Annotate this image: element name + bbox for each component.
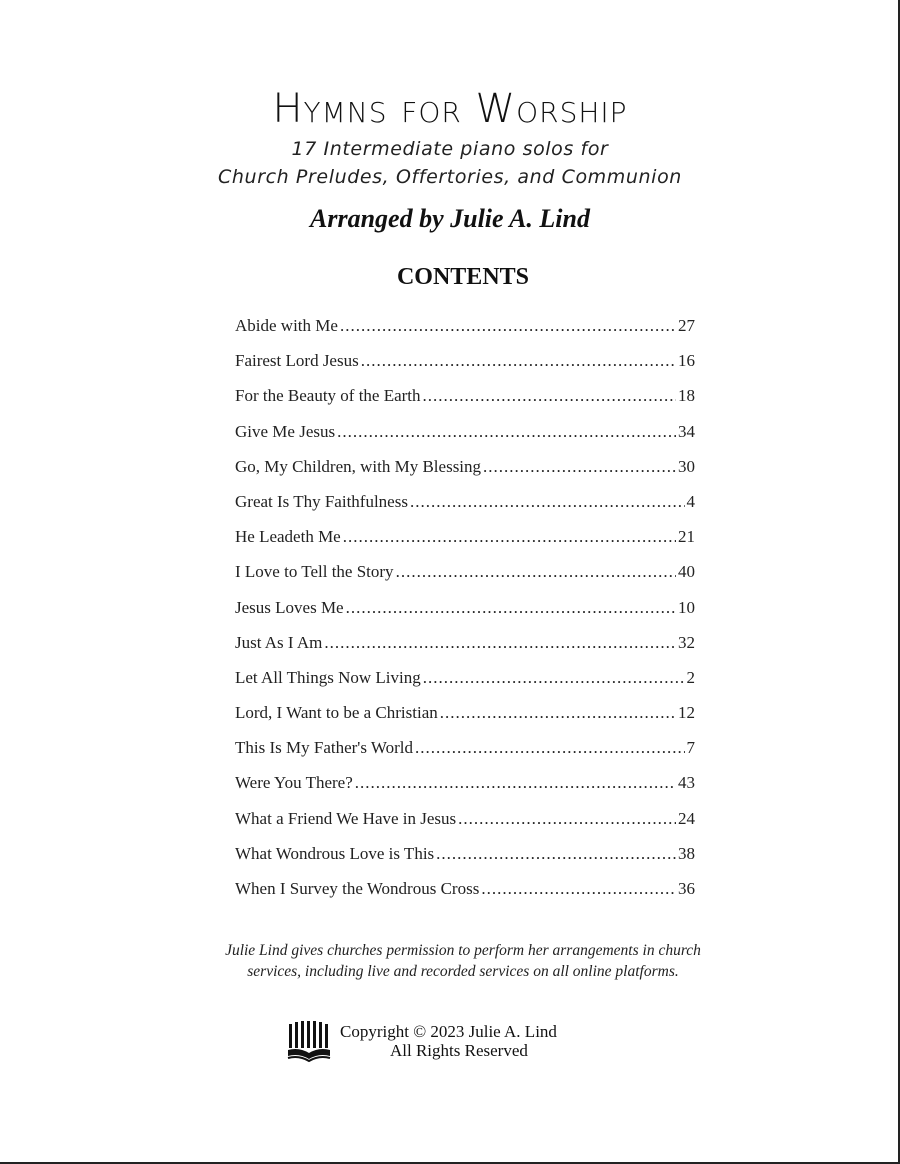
- toc-entry: [235, 457, 695, 492]
- toc-entry-title: He Leadeth Me: [235, 527, 341, 547]
- toc-entry-title: Abide with Me: [235, 316, 338, 335]
- subtitle-line-2: Church Preludes, Offertories, and Communion: [218, 166, 682, 188]
- toc-entry: [235, 809, 695, 844]
- toc-leader-dots: [440, 703, 676, 723]
- toc-entry-title: Lord, I Want to be a Christian: [235, 703, 438, 723]
- toc-leader-dots: [324, 633, 676, 653]
- toc-leader-dots: [458, 809, 676, 829]
- toc-entry: [235, 492, 695, 527]
- toc-entry: [235, 773, 695, 808]
- contents-heading: CONTENTS: [396, 264, 530, 290]
- toc-leader-dots: [361, 351, 676, 371]
- toc-entry-page: 18: [678, 386, 695, 406]
- toc-entry: [235, 598, 695, 633]
- toc-leader-dots: [415, 738, 685, 758]
- toc-entry-page: 32: [678, 632, 695, 652]
- toc-entry: [235, 703, 695, 738]
- toc-leader-dots: [343, 527, 676, 547]
- permission-line-2: services, including live and recorded services on all online platforms.: [247, 963, 679, 980]
- toc-entry-title: Great Is Thy Faithfulness: [235, 491, 408, 511]
- toc-leader-dots: [436, 844, 676, 864]
- toc-entry-page: 7: [686, 738, 695, 758]
- toc-entry-title: For the Beauty of the Earth: [235, 386, 421, 406]
- toc-leader-dots: [410, 492, 685, 512]
- copyright-line: Copyright © 2023 Julie A. Lind: [340, 1022, 557, 1041]
- toc-entry-title: Go, My Children, with My Blessing: [235, 456, 482, 476]
- toc-leader-dots: [396, 562, 676, 582]
- toc-entry: [235, 879, 695, 914]
- arranger-credit: Arranged by Julie A. Lind: [309, 204, 590, 233]
- toc-entry: [235, 668, 695, 703]
- toc-entry: [235, 386, 695, 421]
- toc-entry-title: What Wondrous Love is This: [235, 843, 435, 863]
- book-title: Hymns for Worship: [272, 86, 628, 132]
- toc-entry-title: What a Friend We Have in Jesus: [235, 808, 457, 828]
- toc-entry-page: 12: [678, 703, 695, 723]
- toc-entry-title: Give Me Jesus: [235, 421, 336, 441]
- toc-entry: [235, 562, 695, 597]
- toc-entry-page: 4: [686, 491, 695, 511]
- permission-notice: [150, 940, 776, 982]
- toc-leader-dots: [355, 773, 676, 793]
- toc-entry-page: 21: [678, 527, 695, 547]
- table-of-contents: [235, 316, 695, 914]
- toc-entry-page: 2: [686, 667, 695, 687]
- toc-entry-page: 30: [678, 456, 695, 476]
- toc-entry: [235, 316, 695, 351]
- toc-entry-title: Were You There?: [235, 773, 353, 793]
- toc-leader-dots: [423, 668, 685, 688]
- toc-entry: [235, 527, 695, 562]
- toc-entry-page: 10: [678, 597, 695, 617]
- toc-leader-dots: [483, 457, 676, 477]
- copyright-text: [340, 1022, 630, 1060]
- toc-entry-title: Let All Things Now Living: [235, 667, 421, 687]
- toc-entry-page: 43: [678, 773, 695, 793]
- toc-entry-page: 38: [678, 843, 695, 863]
- toc-entry: [235, 351, 695, 386]
- subtitle-line-1: 17 Intermediate piano solos for: [291, 138, 609, 160]
- copyright-block: [286, 1020, 626, 1070]
- toc-entry-title: Just As I Am: [235, 632, 323, 652]
- toc-entry-page: 16: [678, 351, 695, 371]
- toc-leader-dots: [337, 422, 676, 442]
- toc-leader-dots: [423, 386, 676, 406]
- toc-entry-title: Jesus Loves Me: [235, 597, 344, 617]
- toc-entry: [235, 738, 695, 773]
- toc-leader-dots: [340, 316, 676, 336]
- toc-entry-page: 34: [678, 421, 695, 441]
- toc-entry-title: I Love to Tell the Story: [235, 562, 394, 582]
- rights-line: All Rights Reserved: [390, 1041, 528, 1060]
- toc-entry-title: This Is My Father's World: [235, 738, 413, 758]
- toc-leader-dots: [346, 598, 676, 618]
- permission-line-1: Julie Lind gives churches permission to perform her arrangements in church: [225, 942, 701, 959]
- toc-entry-page: 40: [678, 562, 695, 582]
- toc-entry-page: 36: [678, 879, 695, 898]
- toc-entry-page: 24: [678, 808, 695, 828]
- piano-keys-logo-icon: [286, 1020, 334, 1066]
- toc-entry-title: Fairest Lord Jesus: [235, 351, 359, 371]
- toc-leader-dots: [481, 879, 676, 899]
- toc-entry: [235, 844, 695, 879]
- toc-entry: [235, 422, 695, 457]
- toc-entry-page: 27: [678, 316, 695, 335]
- toc-entry: [235, 633, 695, 668]
- toc-entry-title: When I Survey the Wondrous Cross: [235, 879, 480, 898]
